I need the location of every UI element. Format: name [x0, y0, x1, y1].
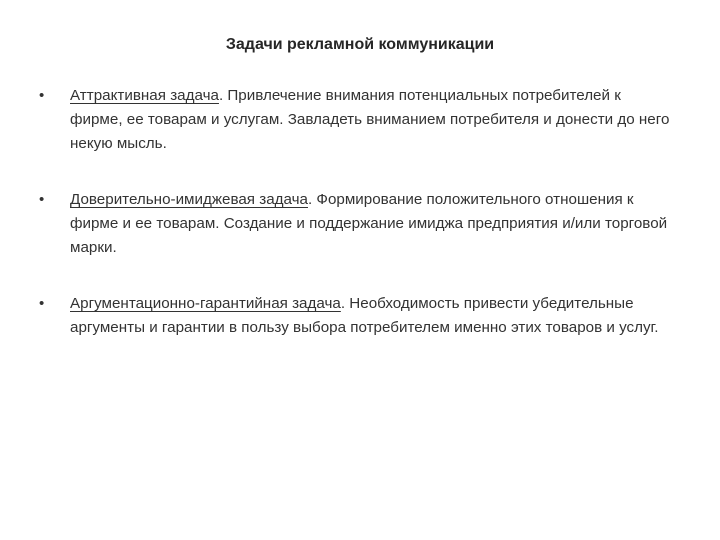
- item-text: [70, 84, 670, 156]
- bullet-icon: •: [39, 191, 45, 208]
- item-text: [70, 188, 670, 260]
- bullet-icon: •: [39, 87, 45, 104]
- item-term: Доверительно-имиджевая задача: [70, 191, 308, 208]
- slide-title: Задачи рекламной коммуникации: [225, 36, 495, 53]
- bullet-icon: •: [39, 295, 45, 312]
- item-term: Аргументационно-гарантийная задача: [70, 295, 341, 312]
- item-description: . Необходимость привести убедительные аргументы и гарантии в пользу выбора потребителем именно этих товаров и услуг.: [70, 295, 659, 336]
- item-term: Аттрактивная задача: [70, 87, 219, 104]
- item-description: . Привлечение внимания потенциальных потребителей к фирме, ее товарам и услугам. Завладеть вниманием потребителя и донести до него некую мысль.: [70, 87, 670, 152]
- item-description: . Формирование положительного отношения к фирме и ее товарам. Создание и поддержание имиджа предприятия и/или торговой марки.: [70, 191, 668, 256]
- item-text: [70, 292, 670, 340]
